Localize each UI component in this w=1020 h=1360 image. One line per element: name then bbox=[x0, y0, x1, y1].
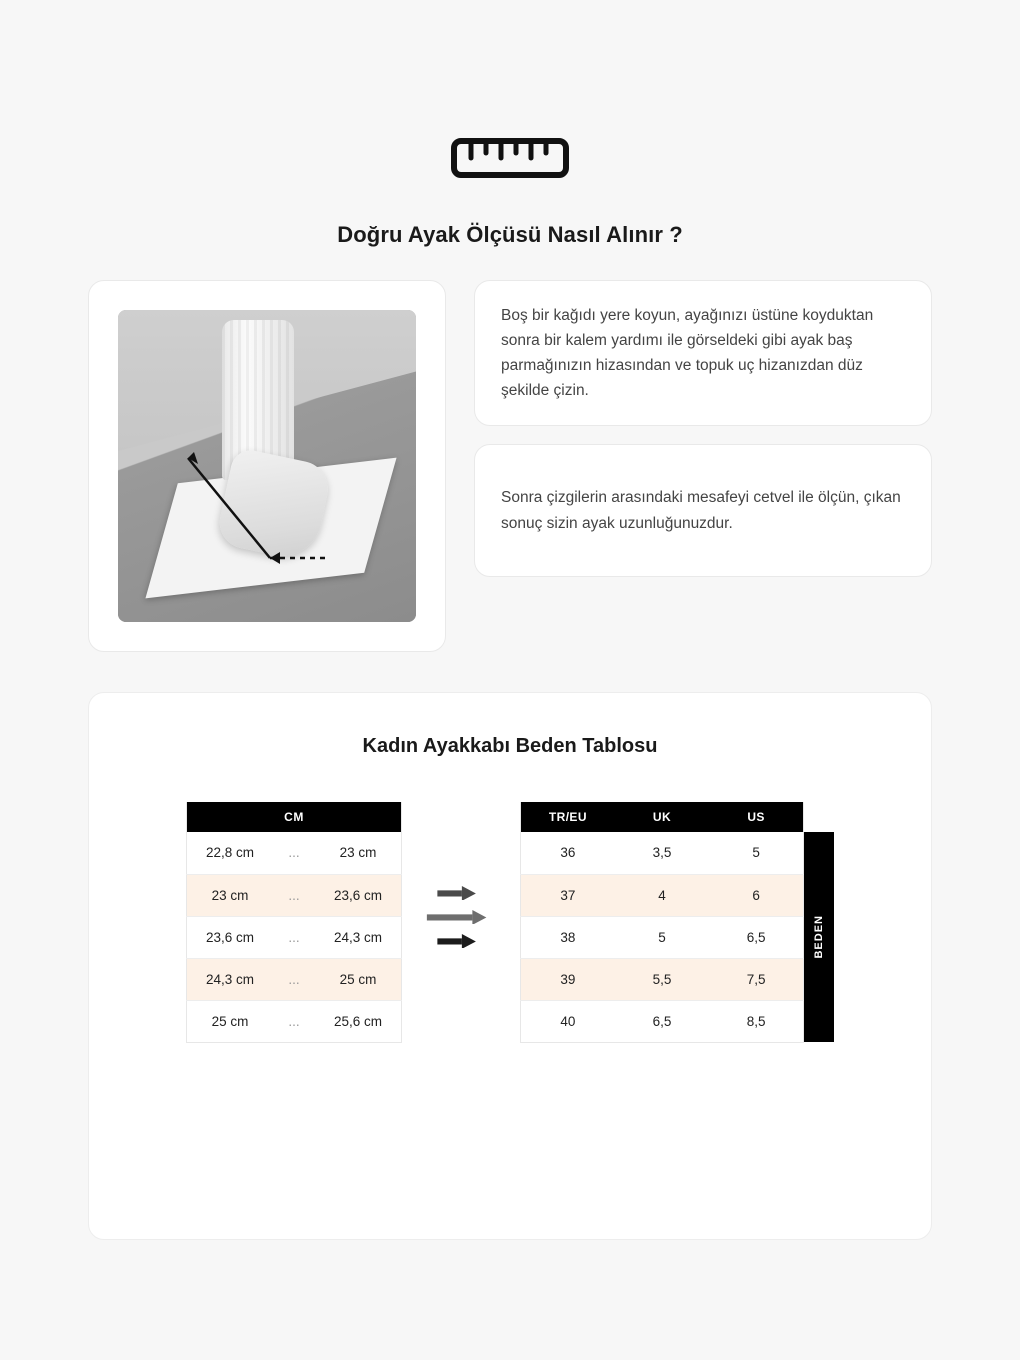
cm-dots: ... bbox=[288, 1013, 300, 1029]
size-uk: 3,5 bbox=[615, 832, 709, 874]
instruction-step-1: Boş bir kağıdı yere koyun, ayağınızı üstüne koyduktan sonra bir kalem yardımı ile görseldeki gibi ayak baş parmağınızın hizasından ve topuk uç hizanızdan düz şekilde çizin. bbox=[474, 280, 932, 426]
size-us: 5 bbox=[709, 832, 803, 874]
photo-measure-arrow bbox=[118, 310, 416, 622]
size-us: 8,5 bbox=[746, 1013, 766, 1029]
size-us: 7,5 bbox=[709, 958, 803, 1000]
cm-from: 24,3 cm bbox=[187, 958, 274, 1000]
table-row bbox=[521, 958, 804, 1000]
measurement-photo-card bbox=[88, 280, 446, 652]
size-tr-eu: 38 bbox=[521, 916, 615, 958]
table-row bbox=[521, 1000, 804, 1042]
cm-to: 23,6 cm bbox=[315, 874, 402, 916]
right-arrow-icon bbox=[434, 886, 488, 900]
size-us: 6,5 bbox=[709, 916, 803, 958]
right-arrow-icon bbox=[422, 910, 500, 924]
table-row bbox=[521, 874, 804, 916]
table-row bbox=[187, 1000, 402, 1042]
size-header-us: US bbox=[709, 802, 803, 832]
cm-from: 23,6 cm bbox=[187, 916, 274, 958]
ruler-icon bbox=[451, 138, 569, 178]
beden-side-label bbox=[804, 832, 834, 1042]
page-title: Doğru Ayak Ölçüsü Nasıl Alınır ? bbox=[337, 222, 683, 247]
arrow-group bbox=[402, 802, 520, 948]
size-uk: 4 bbox=[615, 874, 709, 916]
size-table-title: Kadın Ayakkabı Beden Tablosu bbox=[362, 735, 658, 757]
instruction-step-2: Sonra çizgilerin arasındaki mesafeyi cetvel ile ölçün, çıkan sonuç sizin ayak uzunluğunuzdur. bbox=[474, 444, 932, 576]
cm-to: 25,6 cm bbox=[333, 1013, 383, 1029]
table-row bbox=[187, 916, 402, 958]
cm-dots: ... bbox=[273, 874, 315, 916]
size-table-card bbox=[88, 692, 932, 1240]
ruler-icon-wrap bbox=[0, 0, 1020, 178]
size-tr-eu: 39 bbox=[521, 958, 615, 1000]
cm-to: 25 cm bbox=[315, 958, 402, 1000]
size-uk: 6,5 bbox=[652, 1013, 672, 1029]
size-tr-eu: 37 bbox=[521, 874, 615, 916]
size-table-header-row bbox=[521, 802, 804, 832]
cm-table bbox=[186, 802, 402, 1043]
cm-dots: ... bbox=[273, 832, 315, 874]
cm-dots: ... bbox=[273, 916, 315, 958]
table-row bbox=[521, 832, 804, 874]
cm-to: 23 cm bbox=[315, 832, 402, 874]
tables-row bbox=[89, 802, 931, 1043]
table-row bbox=[187, 874, 402, 916]
size-tr-eu: 36 bbox=[521, 832, 615, 874]
instructions-section bbox=[0, 248, 1020, 652]
measurement-photo bbox=[118, 310, 416, 622]
cm-table-header-row bbox=[187, 802, 402, 832]
beden-side-label-text: BEDEN bbox=[813, 915, 825, 959]
cm-to: 24,3 cm bbox=[315, 916, 402, 958]
table-row bbox=[187, 958, 402, 1000]
size-uk: 5,5 bbox=[615, 958, 709, 1000]
instructions-text-column bbox=[474, 280, 932, 577]
cm-from: 25 cm bbox=[211, 1013, 249, 1029]
table-row bbox=[187, 832, 402, 874]
size-uk: 5 bbox=[615, 916, 709, 958]
cm-from: 23 cm bbox=[187, 874, 274, 916]
size-table bbox=[520, 802, 804, 1043]
size-header-uk: UK bbox=[615, 802, 709, 832]
size-header-tr-eu: TR/EU bbox=[521, 802, 615, 832]
right-arrow-icon bbox=[434, 934, 488, 948]
cm-header-cell: CM bbox=[187, 802, 402, 832]
table-row bbox=[521, 916, 804, 958]
cm-from: 22,8 cm bbox=[187, 832, 274, 874]
size-us: 6 bbox=[709, 874, 803, 916]
size-tr-eu: 40 bbox=[560, 1013, 576, 1029]
cm-dots: ... bbox=[273, 958, 315, 1000]
